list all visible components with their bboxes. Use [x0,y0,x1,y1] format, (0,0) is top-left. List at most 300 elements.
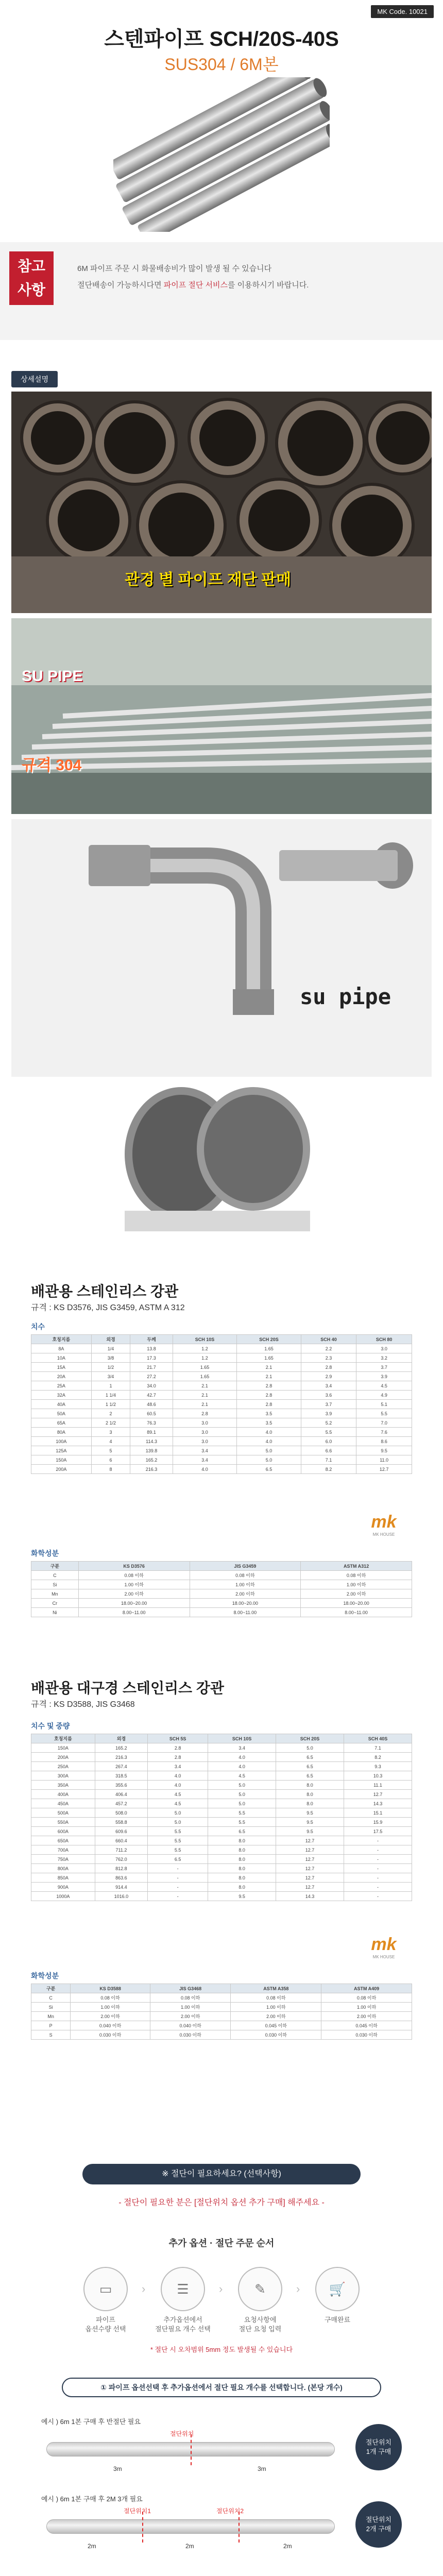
table2-header-cell: 외경 [95,1734,147,1743]
table1-cell: 4.0 [237,1428,301,1437]
table1-composition-row [31,1599,412,1608]
table1-cell: 3.7 [356,1363,412,1372]
table1-cell: 5.0 [237,1446,301,1455]
notice-text [77,261,309,294]
table2-header-cell: 호칭지름 [31,1734,95,1743]
table2-cell: 12.7 [276,1864,344,1873]
table1-composition-cell: 8.00~11.00 [301,1608,412,1617]
table1-cell: 15A [31,1363,92,1372]
table1-row [31,1437,412,1446]
product-code-badge: MK Code. 10021 [371,5,434,18]
table1-cell: 17.3 [130,1353,173,1363]
table2-row [31,1790,412,1799]
table1-composition-cell: Ni [31,1608,79,1617]
table1-cell: 3.4 [301,1381,356,1391]
pipe-elbow-photo [11,819,432,1077]
table2-cell: 5.0 [208,1781,276,1790]
table1-cell: 7.0 [356,1418,412,1428]
table1-cell: 89.1 [130,1428,173,1437]
table2-cell: 11.1 [344,1781,412,1790]
table2-cell: - [148,1873,208,1883]
table2-cell: 150A [31,1743,95,1753]
table2-row [31,1883,412,1892]
table1-cell: 2.8 [173,1409,236,1418]
table1-cell: 2.8 [301,1363,356,1372]
table2-cell: - [344,1845,412,1855]
table2-row [31,1771,412,1781]
table2-row [31,1827,412,1836]
table2-cell: 6.5 [276,1771,344,1781]
table1-cell: 8A [31,1344,92,1353]
table1-composition-cell: 2.00 이하 [190,1589,301,1599]
table1-cell: 8 [91,1465,130,1474]
table2-cell: 200A [31,1753,95,1762]
table2-row [31,1855,412,1864]
table2-composition-cell: Mn [31,2012,71,2021]
example2-cut-line-1 [142,2512,143,2543]
table2-row [31,1781,412,1790]
table2-composition-cell: P [31,2021,71,2030]
table1-cell: 50A [31,1409,92,1418]
table1-cell: 3.0 [356,1344,412,1353]
table2-cell: 850A [31,1873,95,1883]
table2-cell: 5.5 [148,1845,208,1855]
option-list-icon: ☰ [161,2267,205,2311]
table1-composition-row [31,1589,412,1599]
table2-cell: 5.5 [208,1808,276,1818]
table1-cell: 3.5 [237,1409,301,1418]
table1-row [31,1344,412,1353]
table1-cell: 32A [31,1391,92,1400]
table2-cell: 4.0 [148,1771,208,1781]
notice-label [9,251,54,305]
table2-cell: 355.6 [95,1781,147,1790]
table2-cell: 4.0 [208,1753,276,1762]
table1-cell: 3.5 [237,1418,301,1428]
table1-composition-row [31,1580,412,1589]
table1-composition-cell: 2.00 이하 [301,1589,412,1599]
table1-cell: 42.7 [130,1391,173,1400]
step3-line2: 절단 요청 입력 [238,2325,282,2333]
table2-cell: 6.5 [148,1855,208,1864]
table1-cell: 2.1 [173,1391,236,1400]
table2-cell: 12.7 [344,1790,412,1799]
example1-cut-mark: 절단위치 [170,2430,194,2437]
table2-composition-cell: Si [31,2003,71,2012]
table1-cell: 8.6 [356,1437,412,1446]
table1-header-cell: SCH 20S [237,1335,301,1344]
table1-row [31,1353,412,1363]
notice-line-2 [77,277,309,294]
table2-cell: 5.5 [148,1827,208,1836]
table1-composition-header-cell: KS D3576 [78,1562,190,1571]
table1-title: 배관용 스테인리스 강관 [31,1283,179,1299]
table2-cell: 350A [31,1781,95,1790]
example1-left-length: 3m [113,2465,122,2472]
table1-composition-cell: 0.08 이하 [301,1571,412,1580]
table2-cell: 216.3 [95,1753,147,1762]
pipe-stack-photo [11,392,432,613]
table1-cell: 114.3 [130,1437,173,1446]
table2-cell: 6.5 [276,1762,344,1771]
pipe-icon: ▭ [83,2267,128,2311]
table2-row [31,1762,412,1771]
example1-result-line1: 절단위치 [365,2438,392,2446]
pipe-end-photo [11,1082,432,1257]
table2-row [31,1753,412,1762]
table2-composition-cell: 0.08 이하 [71,1993,150,2003]
table2-cell: 250A [31,1762,95,1771]
table1-cell: 65A [31,1418,92,1428]
table2-row [31,1845,412,1855]
table1-composition-cell: 1.00 이하 [78,1580,190,1589]
table2-cell: 165.2 [95,1743,147,1753]
table2-cell: - [344,1836,412,1845]
table2-composition-row [31,2021,412,2030]
table2-cell: 4.0 [148,1781,208,1790]
table2-cell: 914.4 [95,1883,147,1892]
table2-composition-cell: 2.00 이하 [71,2012,150,2021]
table1-composition-cell: Si [31,1580,79,1589]
table2-composition-header-cell: KS D3588 [71,1984,150,1993]
table1-composition-cell: 18.00~20.00 [190,1599,301,1608]
product-title: 스텐파이프 SCH/20S-40S [104,28,339,50]
table2-header-cell: SCH 5S [148,1734,208,1743]
table2-row [31,1808,412,1818]
table2-composition-cell: 1.00 이하 [321,2003,412,2012]
table1-cell: 6.5 [237,1465,301,1474]
table2-cell: 812.8 [95,1864,147,1873]
table2-cell: - [344,1892,412,1901]
table2-cell: 750A [31,1855,95,1864]
table2-cell: 900A [31,1883,95,1892]
table1-row [31,1381,412,1391]
step-complete [309,2267,366,2325]
table1-cell: 4.5 [356,1381,412,1391]
table1-cell: 3.4 [173,1455,236,1465]
table1-cell: 7.6 [356,1428,412,1437]
table2-composition-cell: 2.00 이하 [150,2012,231,2021]
table1-composition-cell: 2.00 이하 [78,1589,190,1599]
table2-composition-row [31,2003,412,2012]
table2-header-cell: SCH 10S [208,1734,276,1743]
table2-composition-cell: 0.08 이하 [231,1993,321,2003]
table1-row [31,1372,412,1381]
notice-label-line2: 사항 [17,282,46,298]
example2-result-line1: 절단위치 [365,2516,392,2523]
table1-cell: 1 [91,1381,130,1391]
cart-icon: 🛒 [315,2267,360,2311]
table1-header-cell: SCH 10S [173,1335,236,1344]
example2-cut-mark-1: 절단위치1 [124,2507,151,2515]
table1-cell: 5.2 [301,1418,356,1428]
example2-label: 예시 ) 6m 1본 구매 후 2M 3개 필요 [41,2495,143,2503]
table2-cell: 9.5 [276,1827,344,1836]
arrow-right-icon: › [219,2282,223,2295]
table1-cell: 3/8 [91,1353,130,1363]
step-select-pipe [77,2267,134,2334]
table2-cell: 10.3 [344,1771,412,1781]
table1-cell: 2.1 [173,1381,236,1391]
table2-composition-header-cell: 구분 [31,1984,71,1993]
table1-cell: 6.0 [301,1437,356,1446]
table2-cell: 8.0 [276,1799,344,1808]
table1-composition-cell: 0.08 이하 [190,1571,301,1580]
table1-header-cell: 외경 [91,1335,130,1344]
table1-cell: 200A [31,1465,92,1474]
table1-cell: 10A [31,1353,92,1363]
table2-cell: 5.5 [208,1818,276,1827]
table2-composition-header-cell: ASTM A358 [231,1984,321,1993]
table2-row [31,1892,412,1901]
table2-cell: - [148,1864,208,1873]
table2-cell: 4.0 [208,1762,276,1771]
table1-cell: 2 1/2 [91,1418,130,1428]
table1-cell: 6.6 [301,1446,356,1455]
table2-cell: 4.5 [208,1771,276,1781]
detail-description-tab: 상세설명 [11,371,58,387]
table2-header-cell: SCH 40S [344,1734,412,1743]
table1-cell: 5.0 [237,1455,301,1465]
table1-header-cell: SCH 40 [301,1335,356,1344]
table2-cell: 2.8 [148,1753,208,1762]
table1-cell: 3.9 [301,1409,356,1418]
table2-cell: 800A [31,1864,95,1873]
table1-cell: 2.3 [301,1353,356,1363]
table1-cell: 5.5 [356,1409,412,1418]
example1-result-line2: 1개 구매 [366,2448,391,2455]
table2-cell: 6.5 [276,1753,344,1762]
table1-cell: 5.1 [356,1400,412,1409]
notice-box [0,242,443,340]
table1-composition-header-cell: 구분 [31,1562,79,1571]
table2-cell: 5.0 [208,1799,276,1808]
table2-cell: 5.5 [148,1836,208,1845]
table2-composition-cell: 2.00 이하 [321,2012,412,2021]
table2-cell: 8.2 [344,1753,412,1762]
table2-cell: 450A [31,1799,95,1808]
table2-cell: 711.2 [95,1845,147,1855]
table2-cell: 318.5 [95,1771,147,1781]
table1-cell: 139.8 [130,1446,173,1455]
table1-cell: 2.8 [237,1400,301,1409]
table1-cell: 7.1 [301,1455,356,1465]
table2-cell: 300A [31,1771,95,1781]
table1-cell: 60.5 [130,1409,173,1418]
table1-composition-cell: Cr [31,1599,79,1608]
table1-cell: 5.5 [301,1428,356,1437]
table1-composition-header-cell: JIS G3459 [190,1562,301,1571]
table2-composition-cell: 0.08 이하 [150,1993,231,2003]
table1-cell: 2.1 [237,1363,301,1372]
table2-cell: 2.8 [148,1743,208,1753]
table2-row [31,1836,412,1845]
warehouse-photo [11,618,432,814]
table2-composition-cell: 0.030 이하 [71,2030,150,2040]
table2-cell: 9.5 [276,1818,344,1827]
table2-cell: - [344,1855,412,1864]
table1-composition-cell: Mn [31,1589,79,1599]
example2-result-line2: 2개 구매 [366,2525,391,2533]
table2-cell: 8.0 [208,1855,276,1864]
table1-cell: 2.8 [237,1381,301,1391]
example1-label: 예시 ) 6m 1본 구매 후 반절단 필요 [41,2418,141,2426]
table1-composition-cell: 18.00~20.00 [78,1599,190,1608]
table1-cell: 3.0 [173,1428,236,1437]
table2-composition-cell: 0.030 이하 [321,2030,412,2040]
table2-composition-cell: 0.045 이하 [321,2021,412,2030]
table2-cell: 4.5 [148,1790,208,1799]
table1-row [31,1465,412,1474]
table1-composition [31,1561,412,1617]
table1-row [31,1391,412,1400]
table2-row [31,1743,412,1753]
example1-cut-line [191,2434,192,2465]
table2-composition-row [31,2012,412,2021]
table1-cell: 5 [91,1446,130,1455]
table2-cell: 6.5 [208,1827,276,1836]
step1-line1: 파이프 [96,2316,115,2324]
table2-composition-cell: S [31,2030,71,2040]
table1-cell: 3.9 [356,1372,412,1381]
table2-cell: 14.3 [344,1799,412,1808]
mk-logo-2: mk MK HOUSE [371,1935,397,1959]
table2-cell: 3.4 [148,1762,208,1771]
table2-composition-cell: 1.00 이하 [71,2003,150,2012]
cutting-banner: ※ 절단이 필요하세요? (선택사항) [82,2164,361,2184]
table2-cell: 8.0 [208,1873,276,1883]
table1-cell: 1.65 [173,1372,236,1381]
table1-cell: 80A [31,1428,92,1437]
table1-cell: 216.3 [130,1465,173,1474]
table2-row [31,1799,412,1808]
table2-cell: 400A [31,1790,95,1799]
table2-composition-cell: 0.08 이하 [321,1993,412,2003]
table2-section-dimensions: 치수 및 중량 [31,1722,70,1730]
order-process-title: 추가 옵션 · 절단 주문 순서 [168,2238,275,2248]
table2-composition-row [31,1993,412,2003]
table1-cell: 2.8 [237,1391,301,1400]
table1-cell: 3.0 [173,1418,236,1428]
table1-cell: 1.65 [237,1344,301,1353]
table2-composition-cell: 2.00 이하 [231,2012,321,2021]
table1-section-composition: 화학성분 [31,1549,59,1557]
table1-composition-cell: 1.00 이하 [190,1580,301,1589]
table2-row [31,1818,412,1827]
table1-cell: 1.2 [173,1344,236,1353]
example1-result [355,2424,402,2470]
table1-cell: 3/4 [91,1372,130,1381]
table1-cell: 3.6 [301,1391,356,1400]
table2-composition-header-cell: ASTM A409 [321,1984,412,1993]
table2-cell: - [344,1864,412,1873]
table2-title: 배관용 대구경 스테인리스 강관 [31,1680,224,1696]
product-subtitle: SUS304 / 6M본 [164,55,279,74]
step2-line2: 절단필요 개수 선택 [155,2325,211,2333]
table1-composition-cell: 8.00~11.00 [78,1608,190,1617]
arrow-right-icon: › [296,2282,300,2295]
photo-overlay-su-pipe: SU PIPE [22,668,83,685]
table2-cell: 508.0 [95,1808,147,1818]
table2-row [31,1864,412,1873]
table1-composition-cell: 0.08 이하 [78,1571,190,1580]
table2-cell: 267.4 [95,1762,147,1771]
table2-cell: 406.4 [95,1790,147,1799]
table1-cell: 27.2 [130,1372,173,1381]
table2-cell: 12.7 [276,1836,344,1845]
table1-cell: 12.7 [356,1465,412,1474]
table2-cell: 12.7 [276,1855,344,1864]
table1-cell: 1.65 [173,1363,236,1372]
table1-cell: 4.0 [173,1465,236,1474]
table2-cell: 15.1 [344,1808,412,1818]
table2-cell: 863.6 [95,1873,147,1883]
table1-cell: 2.9 [301,1372,356,1381]
table1-cell: 3.2 [356,1353,412,1363]
table2-dimensions [31,1734,412,1901]
table1-cell: 3.4 [173,1446,236,1455]
table1-cell: 2.2 [301,1344,356,1353]
table1-composition-row [31,1571,412,1580]
table2-cell: 660.4 [95,1836,147,1845]
table1-cell: 150A [31,1455,92,1465]
table2-cell: 8.0 [208,1864,276,1873]
table2-composition-cell: 0.030 이하 [150,2030,231,2040]
example2-cut-line-2 [238,2512,240,2543]
table2-cell: 650A [31,1836,95,1845]
table1-cell: 8.2 [301,1465,356,1474]
table1-header-cell: 호칭지름 [31,1335,92,1344]
table2-cell: 8.0 [208,1883,276,1892]
table2-cell: 14.3 [276,1892,344,1901]
table1-composition-cell: 1.00 이하 [301,1580,412,1589]
table2-cell: - [344,1873,412,1883]
table2-row [31,1873,412,1883]
table2-cell: 5.0 [276,1743,344,1753]
table2-composition-cell: 1.00 이하 [150,2003,231,2012]
table1-cell: 11.0 [356,1455,412,1465]
notice-label-line1: 참고 [17,258,46,274]
table1-dimensions [31,1334,412,1474]
table2-cell: 5.0 [148,1818,208,1827]
table2-composition [31,1984,412,2040]
table1-row [31,1409,412,1418]
notice-line-2-prefix: 절단배송이 가능하시다면 [77,281,162,290]
table2-cell: 1016.0 [95,1892,147,1901]
table1-cell: 21.7 [130,1363,173,1372]
table2-cell: - [344,1883,412,1892]
table2-cell: 3.4 [208,1743,276,1753]
table2-cell: 17.5 [344,1827,412,1836]
table2-composition-cell: 0.040 이하 [150,2021,231,2030]
table2-cell: 457.2 [95,1799,147,1808]
table1-header-cell: SCH 80 [356,1335,412,1344]
table2-standard: 규격 : KS D3588, JIS G3468 [31,1700,135,1709]
table1-cell: 1/4 [91,1344,130,1353]
table1-cell: 3 [91,1428,130,1437]
table1-cell: 76.3 [130,1418,173,1428]
cut-margin-note: * 절단 시 오차범위 5mm 정도 발생될 수 있습니다 [150,2346,293,2353]
table1-row [31,1428,412,1437]
table1-standard: 규격 : KS D3576, JIS G3459, ASTM A 312 [31,1303,185,1312]
table1-cell: 3.7 [301,1400,356,1409]
step-enter-request [232,2267,288,2334]
table1-cell: 4.0 [237,1437,301,1446]
example1-right-length: 3m [258,2465,266,2472]
table2-composition-cell: 1.00 이하 [231,2003,321,2012]
table2-cell: 5.0 [208,1790,276,1799]
table1-composition-cell: 8.00~11.00 [190,1608,301,1617]
